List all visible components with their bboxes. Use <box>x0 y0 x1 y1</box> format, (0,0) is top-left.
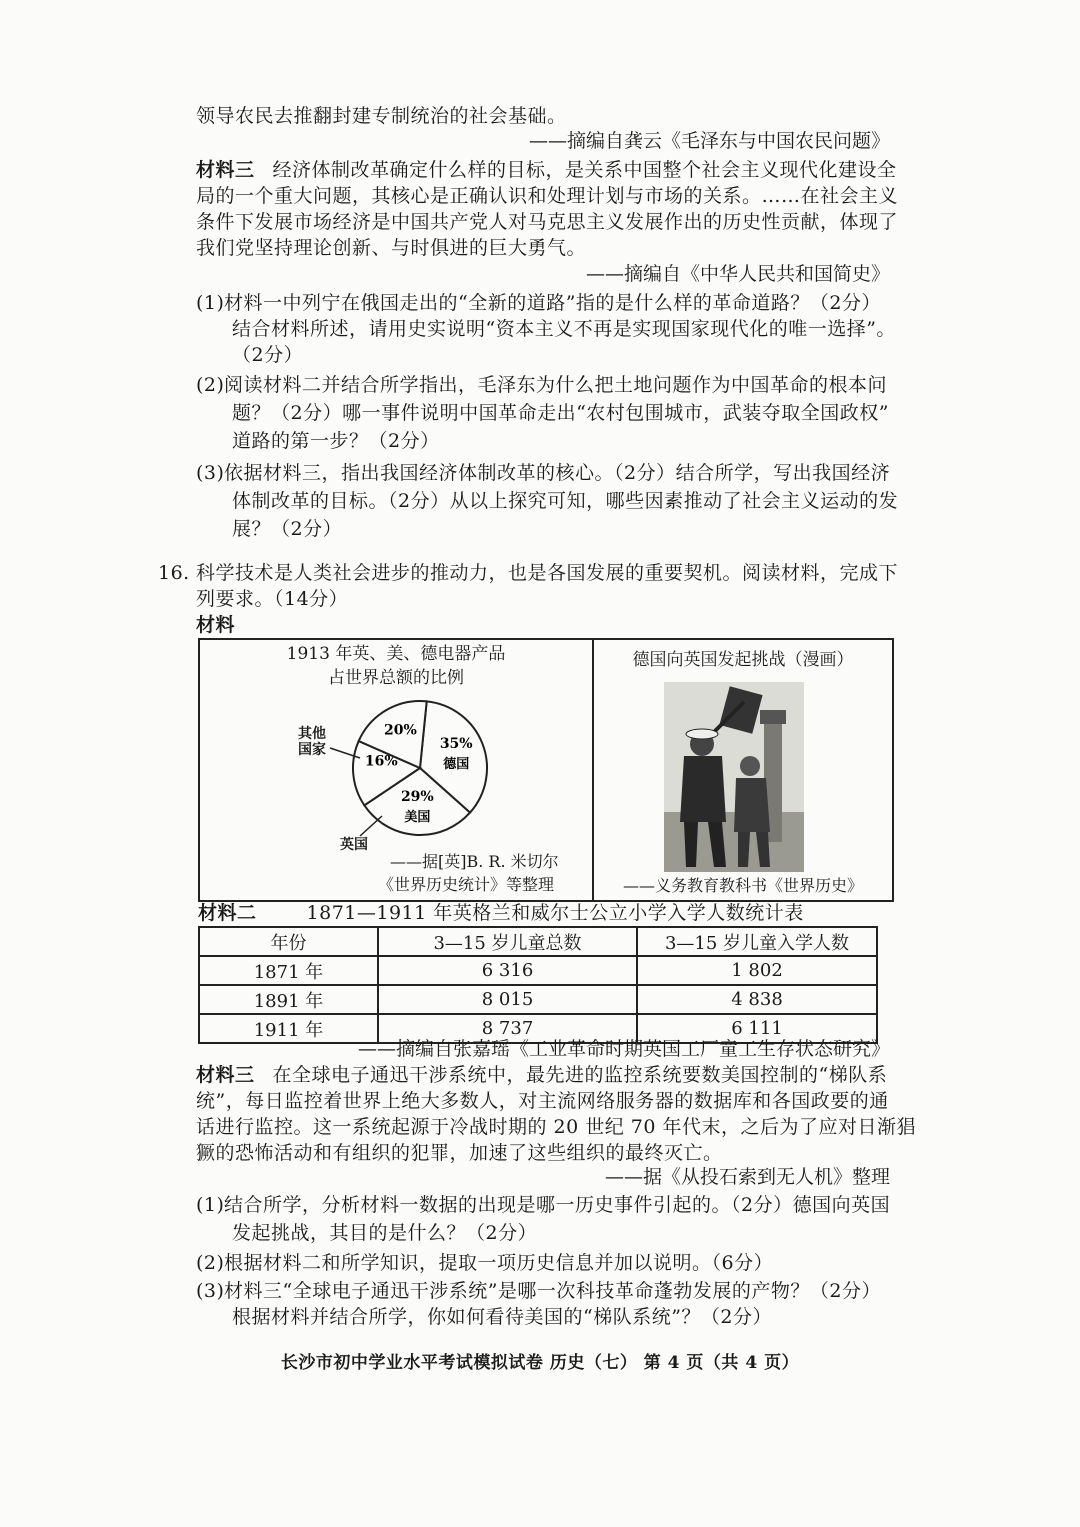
table-cell: 8 737 <box>378 1014 637 1043</box>
q16-3-line2: 根据材料并结合所学，你如何看待美国的“梯队系统”？（2分） <box>232 1306 773 1328</box>
material3-prev-line3: 条件下发展市场经济是中国共产党人对马克思主义发展作出的历史性贡献，体现了 <box>196 211 899 233</box>
table-cell: 1 802 <box>637 956 877 985</box>
table-cell: 8 015 <box>378 985 637 1014</box>
question-number: (3) <box>196 1280 225 1302</box>
table-cell: 6 111 <box>637 1014 877 1043</box>
table-header: 年份 <box>199 927 378 956</box>
q15-3-line2: 体制改革的目标。（2分）从以上探究可知，哪些因素推动了社会主义运动的发 <box>232 490 899 512</box>
cartoon-source: ——义务教育教科书《世界历史》 <box>622 876 863 895</box>
pie-outside-label-other: 其他国家 <box>298 726 326 758</box>
table-header: 3—15 岁儿童总数 <box>378 927 637 956</box>
enrollment-table <box>198 926 878 1044</box>
table-header-row <box>199 927 877 956</box>
table-row <box>199 985 877 1014</box>
material2-label: 材料二 <box>198 902 257 924</box>
table-cell: 1911 年 <box>199 1014 378 1043</box>
leader-line-uk <box>360 816 382 836</box>
cartoon-panel <box>592 638 894 902</box>
pie-value-label: 20% <box>384 722 417 739</box>
q16-3-line1 <box>196 1278 881 1304</box>
material3-prev-source: ——摘编自《中华人民共和国简史》 <box>585 263 890 285</box>
question-number: (2) <box>196 1252 225 1274</box>
text-line: 经济体制改革确定什么样的目标，是关系中国整个社会主义现代化建设全 <box>272 159 897 181</box>
material3-label: 材料三 <box>196 1064 255 1086</box>
table-header: 3—15 岁儿童入学人数 <box>637 927 877 956</box>
pie-value-label: 35% <box>439 735 473 752</box>
question-number: (2) <box>196 374 225 396</box>
material-label: 材料 <box>196 614 236 636</box>
pie-value-label: 16% <box>364 753 398 770</box>
q15-2-line2: 题？（2分）哪一事件说明中国革命走出“农村包围城市，武装夺取全国政权” <box>232 402 890 424</box>
q16-stem-line2: 列要求。（14分） <box>196 588 349 610</box>
chart-source-line2: 《世界历史统计》等整理 <box>378 875 555 894</box>
q15-2-line3: 道路的第一步？（2分） <box>232 430 440 452</box>
q15-1-line1 <box>196 290 881 316</box>
pie-category-label: 美国 <box>404 809 431 825</box>
chart-subtitle: 占世界总额的比例 <box>328 668 464 688</box>
q16-1-line1 <box>196 1192 890 1218</box>
question-number: (1) <box>196 1194 225 1216</box>
material3-prev-line4: 我们党坚持理论创新、与时俱进的巨大勇气。 <box>196 237 587 259</box>
q15-3-line3: 展？（2分） <box>232 518 343 540</box>
text-line: 在全球电子通迅干涉系统中，最先进的监控系统要数美国控制的“梯队系 <box>272 1064 888 1086</box>
material3-line3: 话进行监控。这一系统起源于冷战时期的 20 世纪 70 年代末，之后为了应对日渐猖 <box>196 1116 917 1138</box>
material3-line4: 獗的恐怖活动和有组织的犯罪，加速了这些组织的最终灭亡。 <box>196 1142 723 1164</box>
table-cell: 1871 年 <box>199 956 378 985</box>
material2-header <box>198 900 804 926</box>
table-cell: 6 316 <box>378 956 637 985</box>
chart-title: 1913 年英、美、德电器产品 <box>286 644 506 664</box>
pie-category-label: 德国 <box>443 756 470 772</box>
question-number: 16. <box>158 562 190 584</box>
material3-prev-label: 材料三 <box>196 159 255 181</box>
page-footer: 长沙市初中学业水平考试模拟试卷 历史（七） 第 4 页（共 4 页） <box>280 1353 800 1373</box>
intro-text: 领导农民去推翻封建专制统治的社会基础。 <box>196 105 567 127</box>
text-line: 根据材料二和所学知识，提取一项历史信息并加以说明。（6分） <box>224 1252 774 1274</box>
cartoon-image <box>664 682 804 872</box>
text-line: 阅读材料二并结合所学指出，毛泽东为什么把土地问题作为中国革命的根本问 <box>224 374 888 396</box>
material2-title: 1871—1911 年英格兰和威尔士公立小学入学人数统计表 <box>306 902 804 924</box>
text-line: 材料一中列宁在俄国走出的“全新的道路”指的是什么样的革命道路？（2分） <box>224 292 882 314</box>
text-line: 材料三“全球电子通迅干涉系统”是哪一次科技革命蓬勃发展的产物？（2分） <box>224 1280 882 1302</box>
chart-source-line1: ——据[英]B. R. 米切尔 <box>390 852 559 871</box>
q15-2-line1 <box>196 372 887 398</box>
q16-2-line1 <box>196 1250 773 1276</box>
q16-1-line2: 发起挑战，其目的是什么？（2分） <box>232 1222 538 1244</box>
cartoon-title: 德国向英国发起挑战（漫画） <box>632 650 854 670</box>
intro-source: ——摘编自龚云《毛泽东与中国农民问题》 <box>528 130 890 152</box>
question-number: (1) <box>196 292 225 314</box>
table-row <box>199 956 877 985</box>
q15-1-line3: （2分） <box>232 344 304 366</box>
q15-3-line1 <box>196 460 890 486</box>
text-line: 依据材料三，指出我国经济体制改革的核心。（2分）结合所学，写出我国经济 <box>224 462 891 484</box>
material3-prev-line2: 局的一个重大问题，其核心是正确认识和处理计划与市场的关系。……在社会主义 <box>196 185 899 207</box>
text-line: 科学技术是人类社会进步的推动力，也是各国发展的重要契机。阅读材料，完成下 <box>196 562 899 584</box>
question-number: (3) <box>196 462 225 484</box>
pie-outside-label-uk: 英国 <box>340 837 368 853</box>
table-cell: 1891 年 <box>199 985 378 1014</box>
material3-prev-line1 <box>196 157 897 183</box>
material3-source: ——据《从投石索到无人机》整理 <box>604 1166 890 1188</box>
material3-line2: 统”，每日监控着世界上绝大多数人，对主流网络服务器的数据库和各国政要的通 <box>196 1090 889 1112</box>
material2-source: ——摘编自张嘉瑶《工业革命时期英国工厂童工生存状态研究》 <box>357 1038 890 1060</box>
q16-stem-line1 <box>158 560 898 586</box>
text-line: 结合所学，分析材料一数据的出现是哪一历史事件引起的。（2分）德国向英国 <box>224 1194 891 1216</box>
material3-line1 <box>196 1062 887 1088</box>
pie-chart-panel <box>198 638 594 902</box>
q15-1-line2: 结合材料所述，请用史实说明“资本主义不再是实现国家现代化的唯一选择”。 <box>232 318 896 340</box>
pie-value-label: 29% <box>400 788 434 805</box>
table-cell: 4 838 <box>637 985 877 1014</box>
